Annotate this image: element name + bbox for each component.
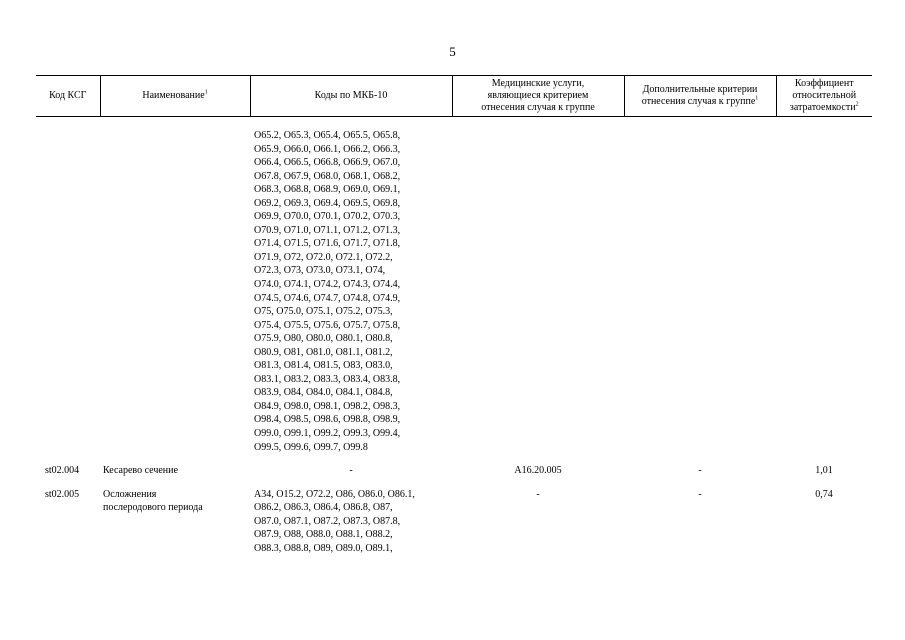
header-coef: Коэффициент относительной затратоемкости$^2$ [776, 76, 872, 117]
mkb-code-line: O67.8, O67.9, O68.0, O68.1, O68.2, [254, 170, 401, 182]
mkb-code-line: O75, O75.0, O75.1, O75.2, O75.3, [254, 306, 393, 318]
cell-services: - [536, 488, 540, 500]
mkb-code-line: O87.9, O88, O88.0, O88.1, O88.2, [254, 529, 393, 541]
mkb-code-line: O88.3, O88.8, O89, O89.0, O89.1, [254, 542, 393, 554]
mkb-code-line: O87.0, O87.1, O87.2, O87.3, O87.8, [254, 515, 401, 527]
mkb-code-line: O65.9, O66.0, O66.1, O66.2, O66.3, [254, 143, 401, 155]
cell-code: st02.005 [45, 488, 80, 500]
cell-mkb [250, 488, 452, 556]
table-row [36, 129, 872, 454]
mkb-code-line: O75.9, O80, O80.0, O80.1, O80.8, [254, 333, 393, 345]
mkb-code-line: O74.0, O74.1, O74.2, O74.3, O74.4, [254, 279, 401, 291]
mkb-code-line: O71.4, O71.5, O71.6, O71.7, O71.8, [254, 238, 401, 250]
cell-mkb [250, 129, 452, 454]
mkb-code-line: O66.4, O66.5, O66.8, O66.9, O67.0, [254, 157, 401, 169]
cell-code: st02.004 [45, 465, 80, 477]
cell-additional: - [698, 488, 702, 500]
cell-code [36, 129, 100, 454]
ksg-table [36, 75, 872, 555]
page-number: 5 [449, 44, 456, 59]
header-additional: Дополнительные критерии отнесения случая к группе$^1$ [624, 76, 776, 117]
mkb-code-line: O75.4, O75.5, O75.6, O75.7, O75.8, [254, 319, 401, 331]
mkb-code-line: O99.0, O99.1, O99.2, O99.3, O99.4, [254, 428, 401, 440]
mkb-code-line: O71.9, O72, O72.0, O72.1, O72.2, [254, 251, 393, 263]
mkb-code-line: O69.2, O69.3, O69.4, O69.5, O69.8, [254, 197, 401, 209]
mkb-code-line: O84.9, O98.0, O98.1, O98.2, O98.3, [254, 400, 401, 412]
mkb-code-line: O99.5, O99.6, O99.7, O99.8 [254, 441, 368, 453]
mkb-code-line: O74.5, O74.6, O74.7, O74.8, O74.9, [254, 292, 401, 304]
cell-services: A16.20.005 [514, 465, 562, 477]
mkb-code-line: O81.3, O81.4, O81.5, O83, O83.0, [254, 360, 393, 372]
header-code: Код КСГ [36, 76, 100, 117]
mkb-code-line: - [349, 465, 353, 477]
header-name: Наименование$^1$ [100, 76, 250, 117]
cell-name: Кесарево сечение [103, 465, 178, 477]
mkb-code-line: O68.3, O68.8, O68.9, O69.0, O69.1, [254, 184, 401, 196]
cell-coef [776, 129, 872, 454]
mkb-code-line: O83.1, O83.2, O83.3, O83.4, O83.8, [254, 373, 401, 385]
mkb-code-line: O98.4, O98.5, O98.6, O98.8, O98.9, [254, 414, 401, 426]
mkb-lines [253, 464, 449, 478]
header-services: Медицинские услуги, являющиеся критерием отнесения случая к группе [452, 76, 624, 117]
mkb-lines [254, 488, 449, 556]
mkb-code-line: O65.2, O65.3, O65.4, O65.5, O65.8, [254, 130, 401, 141]
cell-coef: 1,01 [815, 465, 833, 477]
cell-coef: 0,74 [815, 488, 833, 500]
cell-name [100, 129, 250, 454]
mkb-code-line: O69.9, O70.0, O70.1, O70.2, O70.3, [254, 211, 401, 223]
mkb-code-line: O72.3, O73, O73.0, O73.1, O74, [254, 265, 386, 277]
cell-additional: - [698, 465, 702, 477]
mkb-code-line: A34, O15.2, O72.2, O86, O86.0, O86.1, [254, 488, 415, 500]
table-row [36, 488, 872, 556]
mkb-code-line: O86.2, O86.3, O86.4, O86.8, O87, [254, 502, 393, 514]
cell-name: Осложнения послеродового периода [103, 488, 203, 514]
mkb-lines [254, 129, 449, 454]
table-header-row [36, 76, 872, 117]
table-row [36, 464, 872, 478]
cell-services [452, 129, 624, 454]
header-mkb: Коды по МКБ-10 [250, 76, 452, 117]
mkb-code-line: O70.9, O71.0, O71.1, O71.2, O71.3, [254, 224, 401, 236]
cell-additional [624, 129, 776, 454]
mkb-code-line: O80.9, O81, O81.0, O81.1, O81.2, [254, 346, 393, 358]
mkb-code-line: O83.9, O84, O84.0, O84.1, O84.8, [254, 387, 393, 399]
cell-mkb [250, 464, 452, 478]
